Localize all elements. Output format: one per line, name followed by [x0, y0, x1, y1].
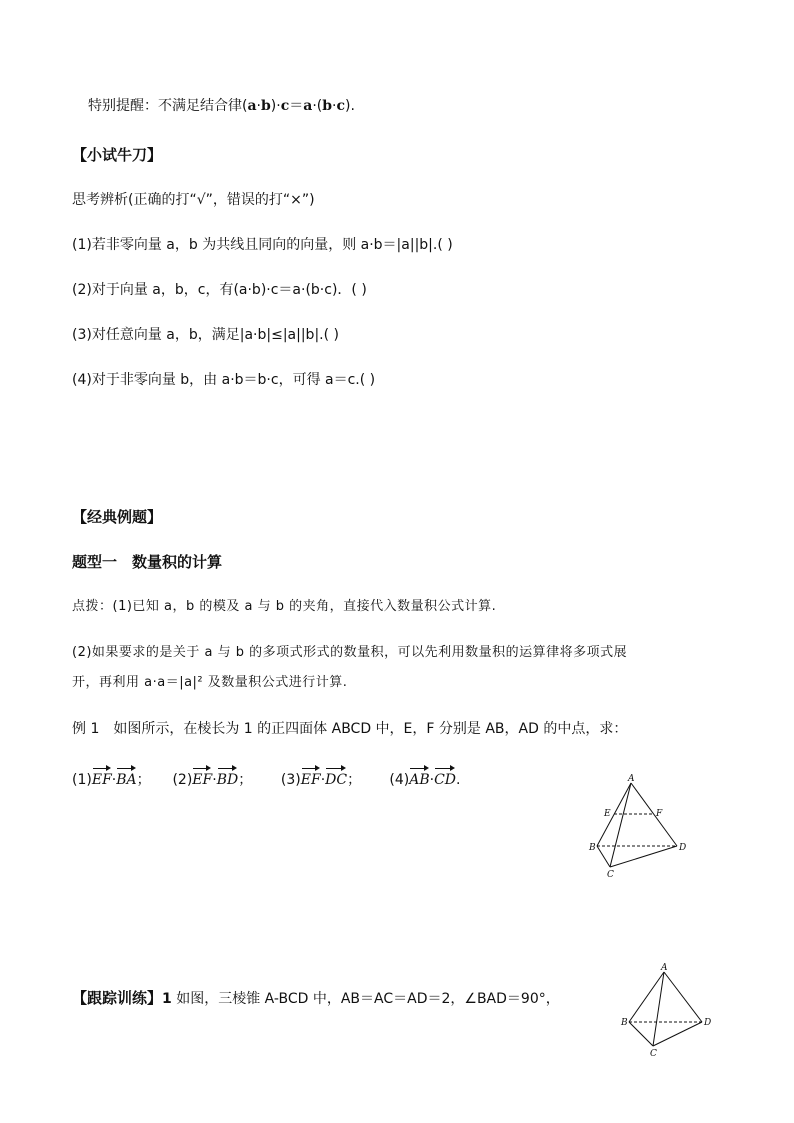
tetrahedron-figure-2: [618, 960, 718, 1060]
reminder-c2: c: [336, 98, 346, 114]
reminder-dot2: ·: [332, 98, 337, 114]
vector-cd: CD: [434, 772, 456, 788]
part-4: (4)AB·CD.: [389, 772, 461, 788]
part-2: (2)EF·BD；: [172, 772, 253, 788]
practice-question-2: (2)对于向量 a，b，c，有(a·b)·c＝a·(b·c)．( ): [72, 282, 367, 298]
followup-number: 1: [162, 991, 172, 1007]
followup-text: 如图，三棱锥 A-BCD 中，AB＝AC＝AD＝2，∠BAD＝90°，: [171, 991, 560, 1007]
edge-ac: [653, 972, 664, 1046]
label-c: C: [607, 870, 614, 880]
part-1: (1)EF·BA；: [72, 772, 151, 788]
label-d: D: [679, 843, 687, 853]
vector-ef: EF: [91, 772, 112, 788]
practice-question-4: (4)对于非零向量 b，由 a·b＝b·c，可得 a＝c.( ): [72, 372, 376, 388]
edge-cd: [610, 846, 677, 867]
label-c: C: [650, 1049, 657, 1059]
vector-ef: EF: [300, 772, 321, 788]
edge-ab: [629, 972, 664, 1022]
reminder-dot1: ·: [256, 98, 261, 114]
label-a: A: [628, 774, 635, 784]
vector-ef: EF: [192, 772, 213, 788]
reminder-a1: a: [247, 98, 257, 114]
followup-title: 【跟踪训练】: [72, 989, 163, 1007]
tip-line-1: 点拨：(1)已知 a，b 的模及 a 与 b 的夹角，直接代入数量积公式计算.: [72, 599, 497, 614]
label-a: A: [661, 963, 668, 973]
edge-bc: [597, 846, 610, 867]
vector-ba: BA: [116, 772, 137, 788]
edge-ac: [610, 783, 631, 867]
edge-ad: [664, 972, 702, 1022]
label-b: B: [621, 1018, 628, 1028]
label-d: D: [704, 1018, 712, 1028]
question-type-1: 题型一 数量积的计算: [72, 553, 223, 571]
reminder-mid1: )·: [270, 98, 281, 114]
reminder-end: ).: [345, 98, 355, 114]
followup-line: [72, 988, 560, 1009]
practice-question-3: (3)对任意向量 a，b，满足|a·b|≤|a||b|.( ): [72, 327, 339, 343]
reminder-c1: c: [280, 98, 290, 114]
label-f: F: [656, 809, 663, 819]
reminder-mid2: ·(: [312, 98, 323, 114]
reminder-a2: a: [303, 98, 313, 114]
reminder-b1: b: [261, 98, 271, 114]
example-1: 例 1 如图所示，在棱长为 1 的正四面体 ABCD 中，E，F 分别是 AB，AD 的中点，求：: [72, 721, 628, 737]
edge-cd: [653, 1022, 702, 1046]
label-e: E: [604, 809, 611, 819]
section-title-practice: 【小试牛刀】: [72, 146, 163, 164]
section-title-examples: 【经典例题】: [72, 508, 163, 526]
edge-ad: [631, 783, 677, 846]
practice-intro: 思考辨析(正确的打“√”，错误的打“×”): [72, 192, 315, 208]
practice-question-1: (1)若非零向量 a，b 为共线且同向的向量，则 a·b＝|a||b|.( ): [72, 237, 453, 253]
tip-line-3: 开，再利用 a·a＝|a|² 及数量积公式进行计算.: [72, 675, 348, 690]
vector-dc: DC: [325, 772, 348, 788]
reminder-eq: ＝: [289, 98, 304, 114]
reminder-line: [88, 96, 355, 116]
vector-bd: BD: [216, 772, 239, 788]
tetrahedron-figure-1: [582, 770, 692, 880]
example-1-parts: [72, 770, 460, 790]
vector-ab: AB: [409, 772, 430, 788]
label-b: B: [589, 843, 596, 853]
edge-bc: [629, 1022, 653, 1046]
reminder-prefix: 特别提醒：不满足结合律(: [88, 98, 248, 114]
part-3: (3)EF·DC；: [280, 772, 362, 788]
tip-line-2: (2)如果要求的是关于 a 与 b 的多项式形式的数量积，可以先利用数量积的运算律将多项式展: [72, 645, 628, 660]
reminder-b2: b: [322, 98, 333, 114]
